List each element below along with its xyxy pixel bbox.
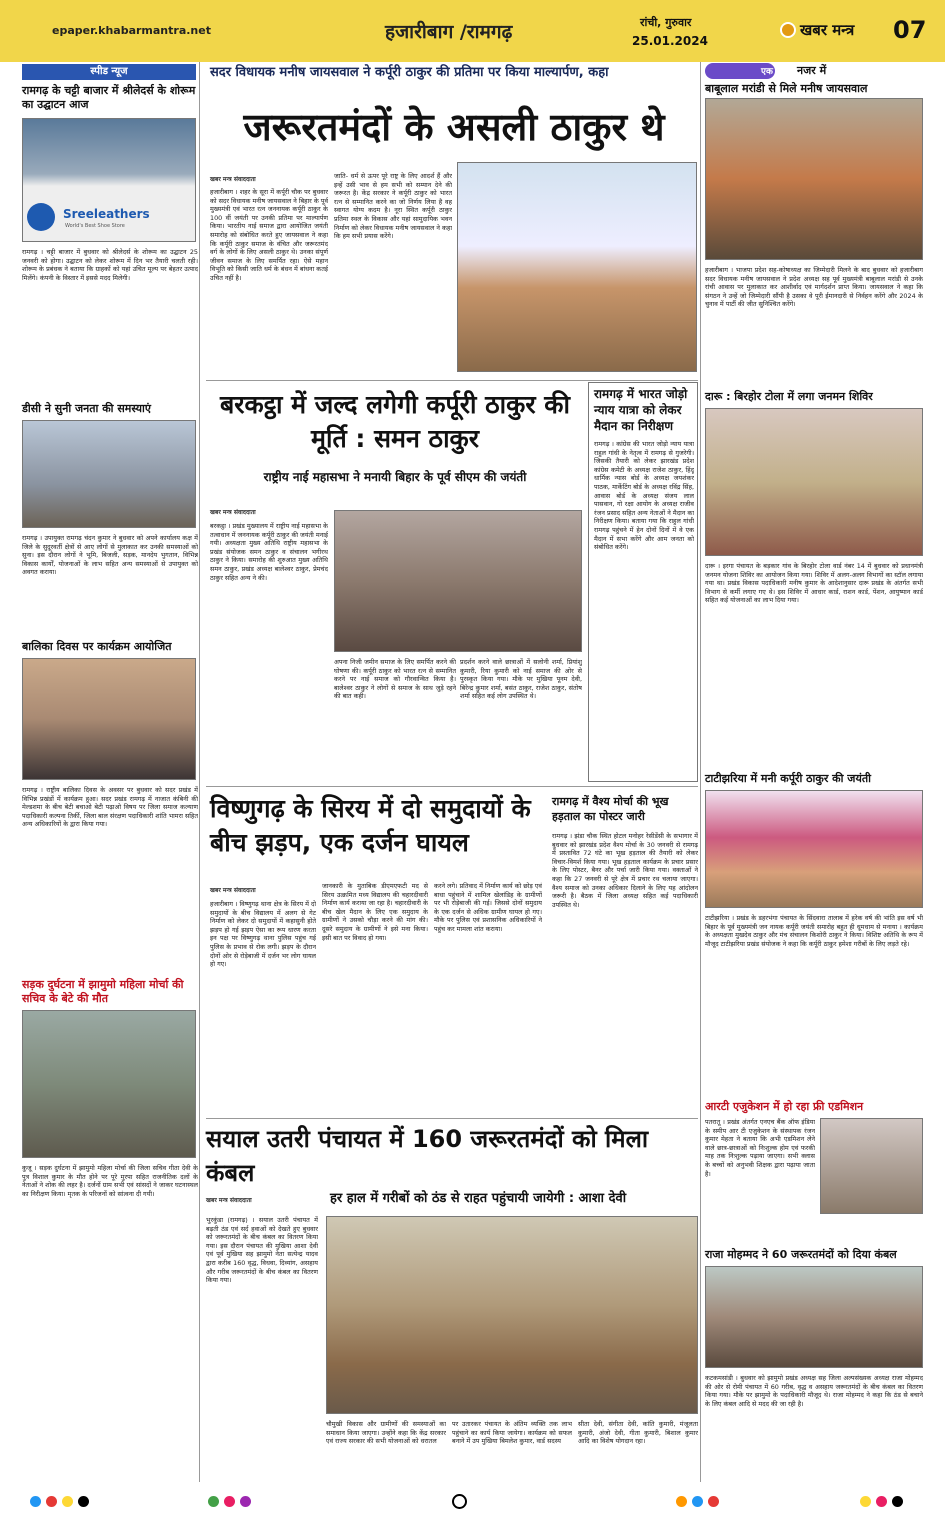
divider-right — [700, 62, 701, 1482]
main-body-col1: हजारीबाग । शहर के सूरा में कर्पूरी चौक पर बुधवार को सदर विधायक मनीष जायसवाल ने बिहार के पूर्व मुख्यमंत्री एवं भारत रत्न जननायक कर्पूरी ठाकुर के 100 वीं जयंती पर उनकी प्रतिमा पर माल्यार्पण किया। भारतीय नाई समाज द्वारा आयोजित जयंती समारोह को संबोधित करते हुए जायसवाल ने कहा कि कर्पूरी ठाकुर समाज के वंचित और जरूरतमंद वर्ग के लोगों के लिए असली ठाकुर थे। उनका संपूर्ण जीवन समाज के लिए समर्पित रहा। ऐसे महान विभूति को किसी जाति धर्म के बंधन में बांधना कतई उचित नहीं है। — [210, 188, 328, 282]
vishnugarh-headline[interactable]: विष्णुगढ़ के सिरय में दो समुदायों के बीच झड़प, एक दर्जन घायल — [210, 794, 531, 857]
right-body-birhor: दारू । इरगा पंचायत के बड़कार गांव के बिरहोर टोला वार्ड नंबर 14 में बुधवार को प्रधानमंत्री जनमन योजना शिविर का आयोजन किया गया। शिविर में अलग-अलग विभागों का स्टॉल लगाया गया था। प्रखंड विकास पदाधिकारी मनीष कुमार के आदेशानुसार दारू प्रखंड के अंतर्गत सभी विभाग से कर्मी लगाए गए थे। इस शिविर में आधार कार्ड, राशन कार्ड, पेंशन, आयुष्मान कार्ड सहित कई योजनाओं का लाभ दिया गया। — [705, 562, 923, 605]
sayal-caption-3: सीता देवी, संगीता देवी, कांति कुमारी, मंजूलता कुमारी, अंजो देवी, गीता कुमारी, बिशाल कुमार आदि का विशेष योगदान रहा। — [578, 1420, 698, 1446]
main-body-col2: जाति- धर्म से ऊपर पूरे राष्ट्र के लिए आदर्श हैं और इन्हें उसी भाव से हम सभी को सम्मान देने की जरूरत है। केंद्र सरकार ने कर्पूरी ठाकुर को भारत रत्न से सम्मानित करने का जो निर्णय लिया है वह स्वागत योग्य कदम है। नूरा स्थित कर्पूरी ठाकुर प्रतिमा स्थल के विकास और यहां सामुदायिक भवन निर्माण को लेकर विधायक मनीष जायसवाल ने कहा कि हम सभी प्रयास करेंगे। — [334, 172, 452, 241]
vishnugarh-body-col3: करने लगे। प्रतिवाद में निर्माण कार्य को छोड़ एवं बाधा पहुंचाने में शामिल खेलांडिह के ग्रामीणों पर भी रोड़ेबाजी की गई। जिससे दोनों समुदाय के एक दर्जन से अधिक ग्रामीण घायल हो गए। मौके पर पुलिस एवं प्रशासनिक अधिकारियों ने पहुंच कर मामला शांत कराया। — [434, 882, 542, 933]
dateline-city: रांची, गुरुवार — [640, 16, 692, 29]
photo-text-sreeleathers: Sreeleathers — [63, 207, 150, 221]
nyay-body: रामगढ़ । कांग्रेस की भारत जोड़ो न्याय यात्रा राहुल गांधी के नेतृत्व में रामगढ़ से गुजरेगी। जिसकी तैयारी को लेकर झारखंड प्रदेश कांग्रेस कमेटी के अध्यक्ष राजेश ठाकुर, हिंदू धार्मिक न्यास बोर्ड के अध्यक्ष जयशंकर पाठक, मार्केटिंग बोर्ड के अध्यक्ष रविंद्र सिंह, आवास बोर्ड के अध्यक्ष संजय लाल पासवान, गो रक्षा आयोग के अध्यक्ष राजीव रंजन प्रसाद सहित अन्य नेताओं ने मैदान का निरीक्षण किया। बताया गया कि राहुल गांधी रामगढ़ पहुंचने में हेन दोनों दिनों में वे एक मैदान में सभा करेंगे और आम जनता को संबोधित करेंगे। — [594, 440, 694, 552]
crosshair-icon — [452, 1494, 467, 1509]
right-body-rt-education: पतरातू । प्रखंड अंतर्गत एनएच बैंक ऑफ इंडिया के समीप आर टी एजुकेशन के संस्थापक रंजन कुमार मेहता ने बताया कि अभी एडमिशन लेने वाले छात्र-छात्राओं को निःशुल्क होम एवं फरकी माह तक निःशुल्क पढ़ाया जाएगा। सभी क्लास के बच्चों को अनुभवी शिक्षक द्वारा पढ़ाया जाता है। — [705, 1118, 815, 1178]
story-body-balika: रामगढ़ । राष्ट्रीय बालिका दिवस के अवसर पर बुधवार को सदर प्रखंड में विभिन्न प्रखंडों में कार्यक्रम हुआ। सदर प्रखंड रामगढ़ में नाजात कंबिनी की मेल्डशमा के बीच बेटी बचाओ बेटी पढ़ाओ विषय पर जिला समाज कल्याण पदाधिकारी कल्पना तिर्की, जिला बाल संरक्षण पदाधिकारी शांति भामरा सहित अन्य अधिकारियों के द्वारा किया गया। — [22, 786, 198, 829]
right-title-babulal[interactable]: बाबूलाल मरांडी से मिले मनीष जायसवाल — [705, 82, 868, 95]
story-body-dc: रामगढ़ । उपायुक्त रामगढ़ चंदन कुमार ने बुधवार को अपने कार्यालय कक्ष में जिले के सुदूरवर्ती क्षेत्रों से आए लोगों से मुलाकात कर उनकी समस्याओं को सुना। इस दौरान लोगों ने भूमि, बिजली, सड़क, मानदेय भुगतान, विभिन्न विकास कार्यों, योजनाओं के लाभ सहित अन्य समस्याओं से उपायुक्त को अवगत कराया। — [22, 534, 198, 577]
registration-dot-1 — [30, 1496, 41, 1507]
ek-label: एक — [761, 67, 773, 77]
registration-dot-8 — [676, 1496, 687, 1507]
footer-strip — [0, 1486, 945, 1517]
vaishya-body: रामगढ़ । झंडा चौक स्थित होटल मनोहर रेसीडेंसी के सभागार में बुधवार को झारखंड प्रदेश वैश्य मोर्चा के 30 जनवरी से रामगढ़ में प्रस्तावित 72 घंटे का भूख हड़ताल की तैयारी को लेकर विचार-विमर्श किया गया। भूख हड़ताल कार्यक्रम के प्रचार प्रसार के लिए पोस्टर, बैनर और पर्चा जारी किया गया। वक्ताओं ने कहा कि 27 जनवरी से पूरे क्षेत्र में प्रचार रथ चलाया जाएगा। वैश्य समाज को उनका अधिकार दिलाने के लिए यह आंदोलन जरूरी है। बैठक में जिला अध्यक्ष सहित कई पदाधिकारी उपस्थित थे। — [552, 832, 698, 909]
main-kicker: सदर विधायक मनीष जायसवाल ने कर्पूरी ठाकुर की प्रतिमा पर किया माल्यार्पण, कहा — [210, 65, 609, 80]
photo-karpoori-statue — [457, 162, 697, 372]
speed-news-label: स्पीड न्यूज — [22, 64, 196, 80]
photo-balika — [22, 658, 196, 780]
brand-name: खबर मन्त्र — [800, 21, 855, 39]
story-title-dc[interactable]: डीसी ने सुनी जनता की समस्याएं — [22, 402, 151, 415]
registration-dot-5 — [208, 1496, 219, 1507]
registration-dot-2 — [46, 1496, 57, 1507]
story-title-accident[interactable]: सड़क दुर्घटना में झामुमो महिला मोर्चा की सचिव के बेटे की मौत — [22, 978, 184, 1005]
dateline-date: 25.01.2024 — [632, 34, 708, 48]
nyay-headline[interactable]: रामगढ़ में भारत जोड़ो न्याय यात्रा को लेकर मैदान का निरीक्षण — [594, 387, 688, 433]
barkatha-subhead: राष्ट्रीय नाई महासभा ने मनायी बिहार के पूर्व सीएम की जयंती — [263, 470, 527, 484]
right-title-rt-education[interactable]: आरटी एजुकेशन में हो रहा फ्री एडमिशन — [705, 1100, 864, 1113]
divider-h3 — [206, 1118, 698, 1119]
photo-babulal — [705, 98, 923, 260]
registration-dot-4 — [78, 1496, 89, 1507]
photo-accident — [22, 1010, 196, 1158]
photo-sub-sreeleathers: World's Best Shoe Store — [65, 223, 125, 229]
sayal-caption-1: चौमुखी विकास और ग्रामीणों की समस्याओं का समाधान किया जाएगा। उन्होंने कहा कि केंद्र सरकार एवं राज्य सरकार की सभी योजनाओं को धरातल — [326, 1420, 446, 1446]
barkatha-byline: खबर मन्त्र संवाददाता — [210, 509, 256, 516]
right-body-babulal: हजारीबाग । भाजपा प्रदेश सह-कोषाध्यक्ष का जिम्मेदारी मिलने के बाद बुधवार को हजारीबाग सदर विधायक मनीष जायसवाल ने प्रदेश अध्यक्ष सह पूर्व मुख्यमंत्री बाबूलाल मरांडी से उनके रांची आवास पर मुलाकात कर आशीर्वाद एवं मार्गदर्शन प्राप्त किया। जायसवाल ने कहा कि संगठन ने उन्हें जो जिम्मेदारी सौंपी है उसका वे पूरी ईमानदारी से निर्वहन करेंगे और 2024 के चुनाव में पार्टी की जीत सुनिश्चित करेंगे। — [705, 266, 923, 309]
registration-dot-11 — [860, 1496, 871, 1507]
divider-left — [199, 62, 200, 1482]
photo-raja-mohammad — [705, 1266, 923, 1368]
registration-dot-7 — [240, 1496, 251, 1507]
vishnugarh-body-col1: हजारीबाग । विष्णुगढ़ थाना क्षेत्र के सिरय में दो समुदायों के बीच विद्यालय में अलग से गेट निर्माण को लेकर दो समुदायों में कहासुनी होते झड़प हो गई झड़प ऐसा का रूप धारण करता इन पक्ष पर विष्णुगढ़ थाना पुलिस पहुंच गई पुलिस के प्रभाव से रोक लगी। झड़प के दौरान दोनों ओर से रोड़ेबाजी में दर्जन भर लोग घायल हो गए। — [210, 900, 316, 969]
divider-h1 — [206, 380, 698, 381]
right-body-raja-mohammad: कटकमसांडी । बुधवार को झामुमो प्रखंड अध्यक्ष सह जिला अल्पसंख्यक अध्यक्ष राजा मोहम्मद की ओर से रोमी पंचायत में 60 गरीब, वृद्ध व असहाय जरूरतमंदों के बीच कंबल का वितरण किया गया। मौके पर झामुमो के पदाधिकारी मौजूद थे। राजा मोहम्मद ने कहा कि ठंड से बचाने के लिए कंबल आदि से मदद की जा रही है। — [705, 1374, 923, 1408]
photo-tatijharia — [705, 790, 923, 908]
nazar-label: नजर में — [797, 64, 827, 77]
divider-h2 — [206, 786, 698, 787]
story-body-accident: कुजू । सड़क दुर्घटना में झामुमो महिला मोर्चा की जिला सचिव गीता देवी के पुत्र विशाल कुमार के मौत होने पर पूरे मुरपा सहित राजनीतिक दलों के नेताओं ने शोक की लहर है। दर्जनों ग्राम सभी एवं सांसदों ने जाकर घटनास्थल का निरीक्षण किया। मृतक के परिजनों को सांत्वना दी गयी। — [22, 1164, 198, 1198]
main-headline[interactable]: जरूरतमंदों के असली ठाकुर थे — [243, 105, 665, 149]
page-number: 07 — [893, 16, 927, 44]
barkatha-body-col2: अपना निजी जमीन समाज के लिए समर्पित करने की घोषणा की। कर्पूरी ठाकुर को भारत रत्न से सम्मानित करने पर नाई समाज को गौरवान्वित किया है। बालेश्वर ठाकुर ने लोगों से समाज के साथ जुड़े रहने की बात कही। — [334, 658, 456, 701]
site-url[interactable]: epaper.khabarmantra.net — [52, 24, 211, 37]
registration-dot-10 — [708, 1496, 719, 1507]
photo-barkatha — [334, 510, 582, 652]
photo-sayal-blankets — [326, 1216, 698, 1414]
registration-dot-3 — [62, 1496, 73, 1507]
sayal-headline[interactable]: सयाल उतरी पंचायत में 160 जरूरतमंदों को मिला कंबल — [206, 1125, 649, 1187]
story-body-sreeleathers: रामगढ़ । चट्टी बाजार में बुधवार को श्रीलेदर्स के शोरूम का उद्घाटन 25 जनवरी को होगा। उद्घाटन को लेकर शोरूम में दिन भर तैयारी चलती रही। शोरूम के प्रबंधक ने बताया कि ग्राहकों को यहां उचित मूल्य पर बेहतर उत्पाद मिलेंगे। कंपनी के विस्तार में इससे मदद मिलेगी। — [22, 248, 198, 282]
sayal-caption-2: पर उतारकर पंचायत के अंतिम व्यक्ति तक लाभ पहुंचाने का कार्य किया जायेगा। कार्यक्रम को सफल बनाने में उप मुखिया बिमलेश कुमार, वार्ड सदस्य — [452, 1420, 572, 1446]
barkatha-headline[interactable]: बरकट्ठा में जल्द लगेगी कर्पूरी ठाकुर की मूर्ति : समन ठाकुर — [220, 390, 570, 453]
photo-dc — [22, 420, 196, 528]
registration-dot-9 — [692, 1496, 703, 1507]
barkatha-body-col1: बरकट्ठा । प्रखंड मुख्यालय में राष्ट्रीय नाई महासभा के तत्वाधान में जननायक कर्पूरी ठाकुर की जयंती मनाई गयी। अध्यक्षता मुख्य अतिथि राष्ट्रीय महासभा के प्रखंड संयोजक समन ठाकुर व संचालन भगीरथ ठाकुर ने किया। समारोह की शुरुआत मुख्य अतिथि समन ठाकुर, प्रखंड अध्यक्ष बालेश्वर ठाकुर, प्रेमचंद ठाकुर सहित अन्य ने की। — [210, 522, 328, 582]
ek-nazar-label — [705, 63, 922, 79]
right-title-birhor[interactable]: दारू : बिरहोर टोला में लगा जनमन शिविर — [705, 390, 873, 403]
vishnugarh-body-col2: जानकारी के मुताबिक डीएमएफटी मद से सिरय उत्क्रमित मध्य विद्यालय की चहारदीवारी निर्माण कार्य कराया जा रहा है। चहारदीवारी के बीच खेल मैदान के लिए एक समुदाय के ग्रामीणों ने उसको चौड़ा करने की मांग की। दूसरे समुदाय के ग्रामीणों ने इसे मना किया। इसी बात पर विवाद हो गया। — [322, 882, 428, 942]
section-title: हजारीबाग /रामगढ़ — [385, 21, 513, 43]
story-title-sreeleathers[interactable]: रामगढ़ के चट्टी बाजार में श्रीलेदर्स के शोरूम का उद्घाटन आज — [22, 84, 196, 111]
photo-sreeleathers — [22, 118, 196, 242]
sreeleathers-logo-icon — [27, 203, 55, 231]
main-byline: खबर मन्त्र संवाददाता — [210, 176, 256, 183]
vishnugarh-byline: खबर मन्त्र संवाददाता — [210, 887, 256, 894]
right-body-tatijharia: टाटीझरिया । प्रखंड के डहरभंगा पंचायत के सिंदवारा तालाब में हरेक वर्ष की भांति इस वर्ष भी बिहार के पूर्व मुख्यमंत्री जन नायक कर्पूरी जयंती समारोह बहुत ही धूमधाम से मनाया । कार्यक्रम के अध्यक्षता मुखदेव ठाकुर और मंच संचालन किशोरी ठाकुर ने किया। विशिष्ट अतिथि के रूप में मौजूद टाटीझरिया प्रखंड संयोजक ने कहा कि कर्पूरी ठाकुर हमेशा गरीबों के लिए लड़ते रहे। — [705, 914, 923, 948]
sayal-subhead: हर हाल में गरीबों को ठंड से राहत पहुंचायी जायेगी : आशा देवी — [330, 1191, 627, 1206]
right-title-tatijharia[interactable]: टाटीझरिया में मनी कर्पूरी ठाकुर की जयंती — [705, 772, 871, 785]
story-title-balika[interactable]: बालिका दिवस पर कार्यक्रम आयोजित — [22, 640, 172, 653]
brand-logo-icon — [780, 22, 796, 38]
registration-dot-12 — [876, 1496, 887, 1507]
photo-birhor — [705, 408, 923, 556]
barkatha-body-col3: प्रदर्शन करने वाले छात्राओं में सलोनी शर्मा, प्रियांशु कुमारी, रिया कुमारी को नाई समाज की ओर से पुरस्कृत किया गया। मौके पर मुखिया पूनम देवी, बिरेन्द्र कुमार शर्मा, बसंत ठाकुर, राजेश ठाकुर, संतोष शर्मा सहित कई लोग उपस्थित थे। — [460, 658, 582, 701]
vaishya-headline[interactable]: रामगढ़ में वैश्य मोर्चा की भूख हड़ताल का पोस्टर जारी — [552, 795, 669, 823]
right-title-raja-mohammad[interactable]: राजा मोहम्मद ने 60 जरूरतमंदों को दिया कंबल — [705, 1248, 897, 1261]
photo-rt-education — [820, 1118, 923, 1214]
sayal-byline: खबर मन्त्र संवाददाता — [206, 1197, 252, 1204]
registration-dot-6 — [224, 1496, 235, 1507]
sayal-body-col1: भुरकुंडा (रामगढ़) । सयाल उतरी पंचायत में बढ़ती ठंड एवं सर्द हवाओं को देखते हुए बुधवार को जरूरतमंदों के बीच कंबल का वितरण किया गया। इस दौरान पंचायत की मुखिया आशा देवी एवं पूर्व मुखिया सह झामुमो नेता सत्येन्द्र यादव द्वारा करीब 160 वृद्ध, विधवा, दिव्यांग, असहाय और गरीब जरूरतमंदों के बीच कंबल का वितरण किया गया। — [206, 1216, 318, 1285]
masthead — [0, 0, 945, 62]
registration-dot-13 — [892, 1496, 903, 1507]
